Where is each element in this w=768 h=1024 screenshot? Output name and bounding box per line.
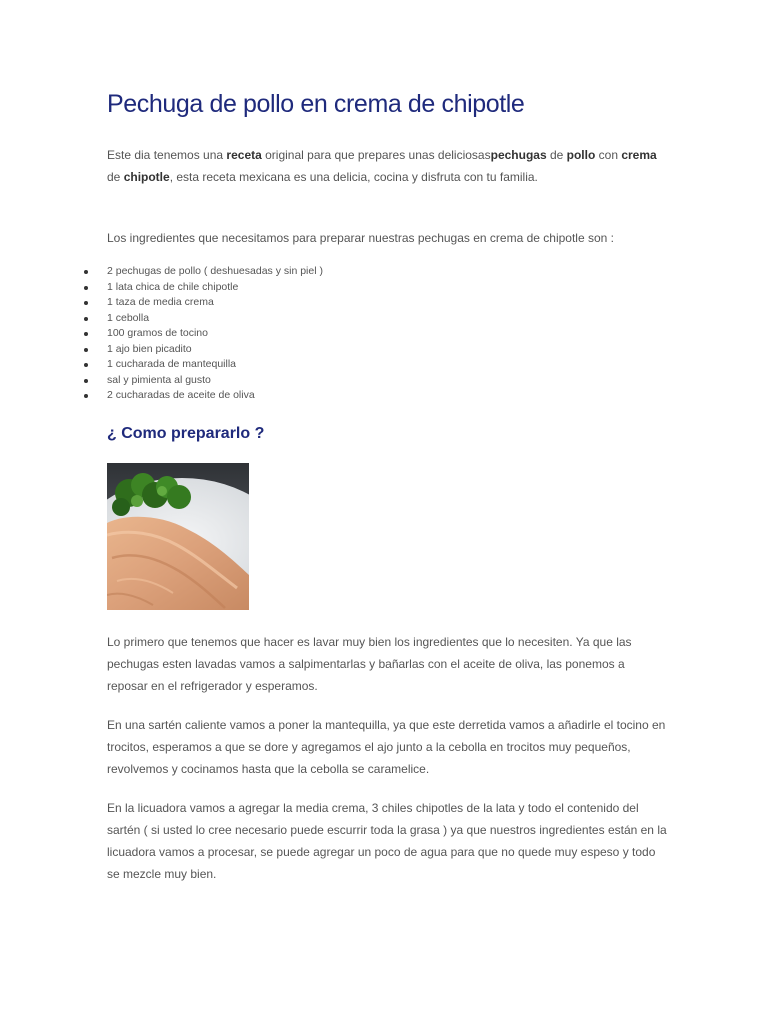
list-item xyxy=(0,295,323,311)
ingredient-text: 1 lata chica de chile chipotle xyxy=(107,280,239,293)
recipe-photo xyxy=(107,463,249,610)
ingredient-text: 1 taza de media crema xyxy=(107,296,214,308)
intro-bold-pollo: pollo xyxy=(566,148,596,162)
intro-text: de xyxy=(546,148,567,162)
intro-text: de xyxy=(107,169,124,184)
step-paragraph: En la licuadora vamos a agregar la media crema, 3 chiles chipotles de la lata y todo el contenido del sartén ( si usted lo cree necesario puede escurrir toda la grasa ) ya que nuestros ingredientes están en la licuadora vamos a procesar, se puede agregar un poco de agua para que no quede muy espeso y todo se mezcle muy bien. xyxy=(107,801,667,881)
ingredient-text: 1 ajo bien picadito xyxy=(107,342,192,355)
bullet-icon xyxy=(84,301,88,305)
step-paragraph: En una sartén caliente vamos a poner la mantequilla, ya que este derretida vamos a añadirle el tocino en trocitos, esperamos a que se dore y agregamos el ajo junto a la cebolla en trocitos muy pequeños, revolvemos y cocinamos hasta que la cebolla se caramelice. xyxy=(107,718,666,776)
intro-text: con xyxy=(595,148,622,162)
ingredient-text: 1 cebolla xyxy=(107,311,150,324)
ingredient-text: sal y pimienta al gusto xyxy=(107,373,211,386)
intro-text: , esta receta mexicana es una delicia, cocina y disfruta con tu familia. xyxy=(169,169,538,184)
intro-paragraph xyxy=(107,145,667,188)
bullet-icon xyxy=(84,286,88,290)
intro-text: Este dia tenemos una xyxy=(107,148,227,162)
intro-bold-chipotle: chipotle xyxy=(123,169,170,184)
bullet-icon xyxy=(84,394,88,398)
intro-bold-crema: crema xyxy=(621,148,657,162)
bullet-icon xyxy=(84,379,88,383)
ingredients-intro: Los ingredientes que necesitamos para preparar nuestras pechugas en crema de chipotle son : xyxy=(107,231,614,245)
list-item xyxy=(0,311,323,327)
intro-bold-pechugas: pechugas xyxy=(490,148,547,162)
list-item xyxy=(0,357,323,373)
ingredient-text: 2 pechugas de pollo ( deshuesadas y sin piel ) xyxy=(107,265,323,277)
chicken-chipotle-dish-photo xyxy=(107,463,249,610)
ingredient-text: 100 gramos de tocino xyxy=(107,327,208,339)
ingredient-text: 2 cucharadas de aceite de oliva xyxy=(107,389,255,401)
bullet-icon xyxy=(84,270,88,274)
ingredients-list xyxy=(0,264,323,404)
bullet-icon xyxy=(84,332,88,336)
bullet-icon xyxy=(84,363,88,367)
page-title: Pechuga de pollo en crema de chipotle xyxy=(107,90,525,118)
list-item xyxy=(0,373,323,389)
list-item xyxy=(0,388,323,404)
bullet-icon xyxy=(84,348,88,352)
list-item xyxy=(0,264,323,280)
intro-bold-receta: receta xyxy=(226,148,262,162)
ingredient-text: 1 cucharada de mantequilla xyxy=(107,358,237,370)
intro-text: original para que prepares unas deliciosas xyxy=(261,148,491,162)
list-item xyxy=(0,326,323,342)
section-title: ¿ Como prepararlo ? xyxy=(107,425,265,442)
list-item xyxy=(0,280,323,296)
step-paragraph: Lo primero que tenemos que hacer es lavar muy bien los ingredientes que lo necesiten. Ya que las pechugas esten lavadas vamos a salpimentarlas y bañarlas con el aceite de oliva, las ponemos a reposar en el refrigerador y esperamos. xyxy=(107,635,632,693)
list-item xyxy=(0,342,323,358)
bullet-icon xyxy=(84,317,88,321)
